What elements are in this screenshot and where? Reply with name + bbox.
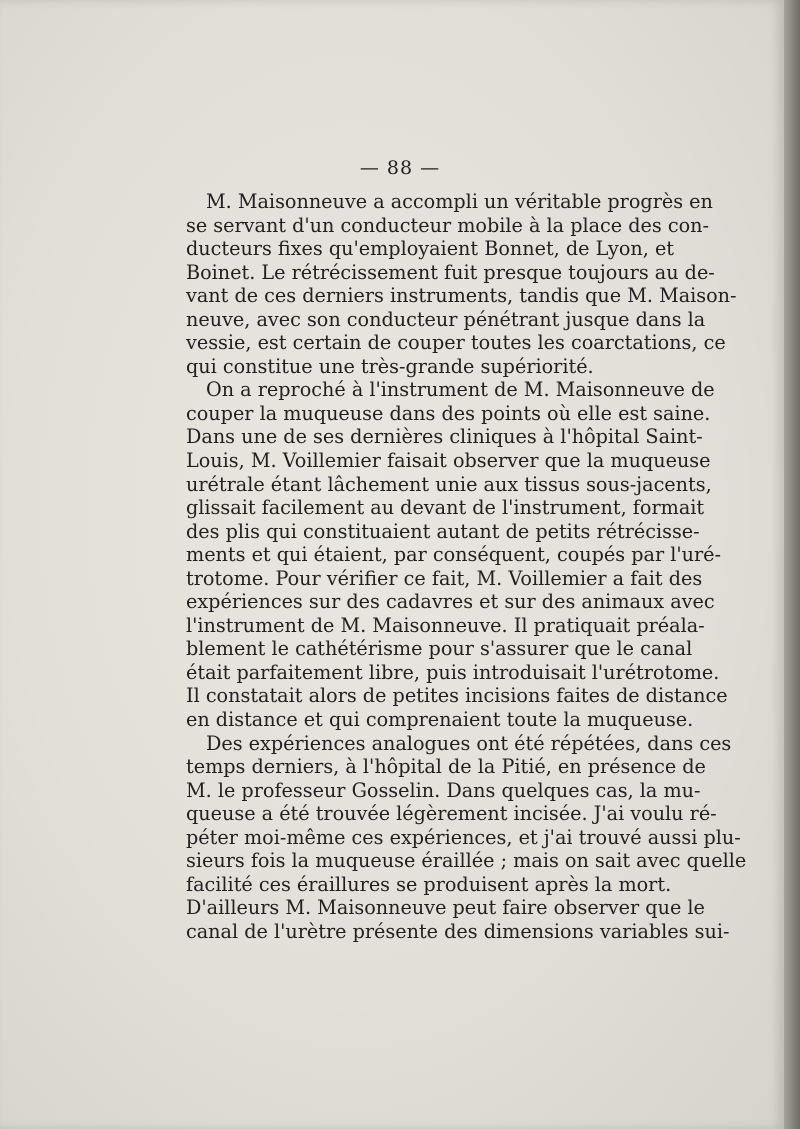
text-line: vant de ces derniers instruments, tandis que M. Maison-: [186, 284, 737, 308]
text-line: Louis, M. Voillemier faisait observer que la muqueuse: [186, 449, 711, 473]
text-line: l'instrument de M. Maisonneuve. Il pratiquait préala-: [186, 613, 705, 637]
text-line: expériences sur des cadavres et sur des animaux avec: [186, 590, 715, 614]
text-line: M. le professeur Gosselin. Dans quelques cas, la mu-: [186, 778, 701, 802]
page-edge: [784, 0, 800, 1129]
text-line: trotome. Pour vérifier ce fait, M. Voillemier a fait des: [186, 566, 703, 590]
text-line: neuve, avec son conducteur pénétrant jusque dans la: [186, 307, 706, 331]
text-line: urétrale étant lâchement unie aux tissus sous-jacents,: [186, 472, 712, 496]
text-line: Il constatait alors de petites incisions faites de distance: [186, 684, 728, 708]
page-number: — 88 —: [359, 157, 441, 179]
body-text: [186, 190, 747, 944]
text-line: glissait facilement au devant de l'instrument, formait: [186, 496, 705, 520]
text-line: péter moi-même ces expériences, et j'ai trouvé aussi plu-: [186, 825, 741, 849]
text-line: en distance et qui comprenaient toute la muqueuse.: [186, 708, 694, 732]
text-line: qui constitue une très-grande supériorité.: [186, 354, 594, 378]
text-line: temps derniers, à l'hôpital de la Pitié, en présence de: [186, 755, 706, 779]
text-line: ducteurs fixes qu'employaient Bonnet, de Lyon, et: [186, 237, 675, 261]
text-line: On a reproché à l'instrument de M. Maisonneuve de: [206, 378, 715, 402]
text-line: ments et qui étaient, par conséquent, coupés par l'uré-: [186, 543, 721, 567]
text-line: canal de l'urètre présente des dimensions variables sui-: [186, 919, 730, 943]
text-line: M. Maisonneuve a accompli un véritable progrès en: [206, 190, 713, 213]
text-line: des plis qui constituaient autant de petits rétrécisse-: [186, 519, 700, 543]
text-line: Des expériences analogues ont été répétées, dans ces: [206, 731, 732, 755]
text-line: queuse a été trouvée légèrement incisée. J'ai voulu ré-: [186, 802, 717, 826]
text-line: facilité ces éraillures se produisent après la mort.: [186, 872, 672, 896]
text-line: Dans une de ses dernières cliniques à l'hôpital Saint-: [186, 425, 703, 449]
text-line: Boinet. Le rétrécissement fuit presque toujours au de-: [186, 260, 715, 284]
text-line: vessie, est certain de couper toutes les coarctations, ce: [186, 331, 726, 355]
text-line: blement le cathétérisme pour s'assurer que le canal: [186, 637, 693, 661]
text-line: sieurs fois la muqueuse éraillée ; mais on sait avec quelle: [186, 849, 747, 873]
text-line: était parfaitement libre, puis introduisait l'urétrotome.: [186, 660, 720, 684]
text-line: D'ailleurs M. Maisonneuve peut faire observer que le: [186, 896, 705, 920]
text-line: couper la muqueuse dans des points où elle est saine.: [186, 401, 711, 425]
text-line: se servant d'un conducteur mobile à la place des con-: [186, 213, 709, 237]
